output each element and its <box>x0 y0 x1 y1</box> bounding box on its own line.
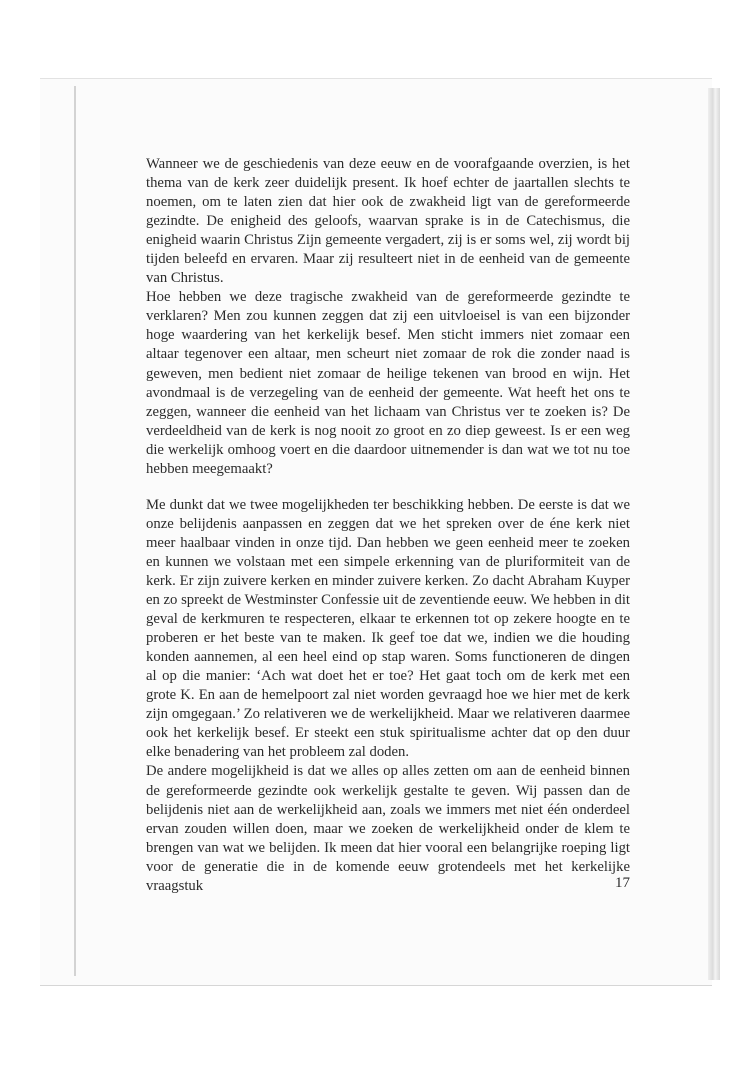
paragraph-3: Me dunkt dat we twee mogelijkheden ter beschikking hebben. De eerste is dat we onze belijdenis aanpassen en zeggen dat we het spreken over de éne kerk niet meer haalbaar vinden in onze tijd. Dan hebben we geen eenheid meer te zoeken en kunnen we volstaan met een simpele erkenning van de pluriformiteit van de kerk. Er zijn zuivere kerken en minder zuivere kerken. Zo dacht Abraham Kuyper en zo spreekt de Westminster Confessie uit de zeventiende eeuw. We hebben in dit geval de kerkmuren te respecteren, elkaar te erkennen tot op zekere hoogte en te proberen er het beste van te maken. Ik geef toe dat we, indien we die houding konden aannemen, al een heel eind op stap waren. Soms functioneren de dingen al op die manier: ‘Ach wat doet het er toe? Het gaat toch om de kerk met een grote K. En aan de hemelpoort zal niet worden gevraagd hoe we hier met de kerk zijn omgegaan.’ Zo relativeren we de werkelijkheid. Maar we relativeren daarmee ook het kerkelijk besef. Er steekt een stuk spiritualisme achter dat op den duur elke benadering van het probleem zal doden. <box>146 496 630 761</box>
body-text <box>146 155 630 896</box>
paragraph-1: Wanneer we de geschiedenis van deze eeuw en de voorafgaande overzien, is het thema van de kerk zeer duidelijk present. Ik hoef echter de jaartallen slechts te noemen, om te laten zien dat hier ook de zwakheid ligt van de gereformeerde gezindte. De enigheid des geloofs, waarvan sprake is in de Catechismus, die enigheid waarin Christus Zijn gemeente vergadert, zij is er soms wel, zij wordt bij tijden beleefd en ervaren. Maar zij resulteert niet in de eenheid van de gemeente van Christus. <box>146 156 630 287</box>
paragraph-4: De andere mogelijkheid is dat we alles op alles zetten om aan de eenheid binnen de gereformeerde gezindte ook werkelijk gestalte te geven. Wij passen dan de belijdenis niet aan de werkelijkheid aan, zoals we immers met niet één onderdeel ervan zouden willen doen, maar we zoeken de werkelijkheid onder de klem te brengen van wat we belijden. Ik meen dat hier vooral een belangrijke roeping ligt voor de generatie die in de komende eeuw grotendeels met het kerkelijke vraagstuk <box>146 763 630 894</box>
page-number: 17 <box>615 875 630 891</box>
paragraph-2: Hoe hebben we deze tragische zwakheid van de gereformeerde gezindte te verklaren? Men zou kunnen zeggen dat zij een uitvloeisel is van een bijzonder hoge waardering van het kerkelijk besef. Men sticht immers niet zomaar een altaar tegenover een altaar, men scheurt niet zomaar de rok die zonder naad is geweven, men bedient niet zomaar de heilige tekenen van brood en wijn. Het avondmaal is de verzegeling van de eenheid der gemeente. Wat heeft het ons te zeggen, wanneer die eenheid van het lichaam van Christus ver te zoeken is? De verdeeldheid van de kerk is nog nooit zo groot en zo diep geweest. Is er een weg die werkelijk omhoog voert en die daardoor uitnemender is dan wat we tot nu toe hebben meegemaakt? <box>146 289 630 477</box>
page-spine-shadow <box>74 86 76 976</box>
page-edge-stack <box>708 88 720 980</box>
